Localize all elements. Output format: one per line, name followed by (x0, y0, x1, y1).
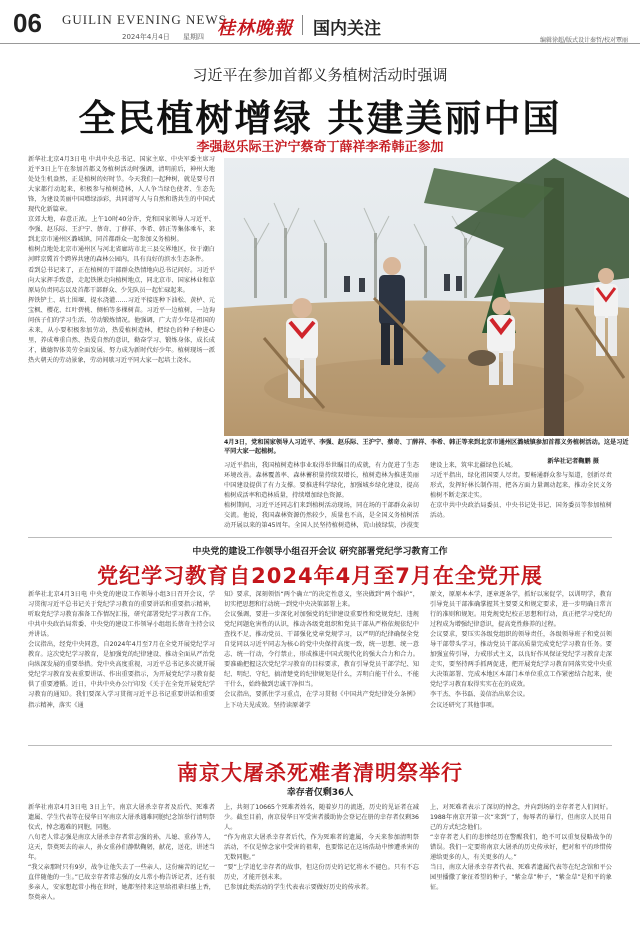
section-divider-1 (28, 537, 612, 538)
story1-kicker: 习近平在参加首都义务植树活动时强调 (192, 66, 448, 84)
editor-credits: 编辑徐超/版式设计秦哲/校对覃丽 (539, 37, 628, 44)
story3-column-3: 上，对死难者表示了深切的悼念，并向到场的幸存者老人们问好。1988年南京开第一次“来到”了，侮辱者的暴行，但南京人民用自己的方式纪念他们。 “幸存者老人们的悲惨经历在警醒我们，绝不可以重复侵略战争的错误。我们一定要将南京大屠杀的历史传承好，把对和平的珍惜传递给更多的人，有关更多的人。” 当日，南京大屠杀幸存者代表、死难者遗属代表等在纪念馆和平公园里播撒了象征希望的种子，“紫金草”种子，“紫金草”是和平的象征。 (430, 804, 612, 892)
story1-subhead: 李强赵乐际王沪宁蔡奇丁薛祥李希韩正参加 (196, 140, 444, 155)
story2-kicker: 中央党的建设工作领导小组召开会议 研究部署党纪学习教育工作 (192, 547, 448, 557)
story1-column-1: 新华社北京4月3日电 中共中央总书记、国家主席、中央军委主席习近平3日上午在参加首都义务植树活动时强调，清明前后，神州大地处处生机盎然，正是植树的好时节。今天我们一起种树，就是要号召大家都行动起来，积极参与植树造林，人人争当绿色使者、生态先锋，为建设美丽中国增绿添彩，共同谱写人与自然和谐共生的中国式现代化新篇章。 京郊大地，春意正浓。上午10时40分许，党和国家领导人习近平、李强、赵乐际、王沪宁、蔡奇、丁薛祥、李希、韩正等集体乘车，来到北京市通州区潞城镇，同首都群众一起参加义务植树。 植树点地处北京市通州区与河北省廊坊市北三县交界地区，位于潮白河畔京冀首个跨界共建的森林公园内，具有良好的滨水生态条件。 看到总书记来了，正在植树的干部群众热情地向总书记问好。习近平向大家挥手致意，走起铁锹走向植树地点，同北京市、国家林业和草原局负责同志以及首都干部群众、少先队员一起忙碌起来。 挥铁铲土、培土围堰、提水浇灌……习近平接连种下油松、黄栌、元宝枫、樱花、红叶碧桃、侧柏等多棵树苗。习近平一边植树，一边询问孩子们的学习生活、劳动锻炼情况。他强调，广大青少年是祖国的未来，从小要积极参加劳动，热爱植树造林，把绿色的种子种进心里，养成尊重自然、热爱自然的意识，勤奋学习、锻炼身体，成长成才，做德智体美劳全面发展、努力成为新时代好少年。植树现场一派热火朝天的劳动景象，劳动间歇习近平同大家一起培土浇水。 (28, 156, 215, 364)
story1-headline: 全民植树增绿 共建美丽中国 (78, 97, 562, 140)
story2-column-1: 新华社北京4月3日电 中央党的建设工作领导小组3日召开会议，学习贯彻习近平总书记关于党纪学习教育的重要讲话和重要指示精神，听取党纪学习教育准备工作情况汇报，研究部署党纪学习教育工作。中共中央政治局常委、中央党的建设工作领导小组组长蔡奇主持会议并讲话。 会议指出，经党中央同意，自2024年4月至7月在全党开展党纪学习教育。这次党纪学习教育，是加强党的纪律建设、推动全面从严治党向纵深发展的重要举措。党中央高度重视，习近平总书记多次就开展党纪学习教育发表重要讲话、作出重要指示，为开展党纪学习教育提供了重要遵循。近日，中共中央办公厅印发《关于在全党开展党纪学习教育的通知》。我们要深入学习贯彻习近平总书记重要讲话和重要指示精神，落实《通 (28, 591, 215, 709)
photo-illustration (224, 158, 629, 436)
section-title: 国内关注 (313, 19, 381, 39)
header-divider (302, 15, 303, 35)
story3-column-2: 上，共刻了10665个死难者姓名，随着岁月的流逝，历史的见证者在减少。截至目前，南京侵华日军受害者援助协会登记在册的幸存者仅剩36人。 “作为南京大屠杀幸存者后代，作为死难者的遗属，今天来参加清明祭活动，不仅是悼念家中受害的祖辈，也要铭记在这场浩劫中惨遭杀害的无数同胞。” “要”上学追忆幸存者的故事，但这份历史的记忆将永不褪色。只有不忘历史，才能开创未来。 已参加此类活动的学生代表表示要做好历史的传承者。 (224, 804, 419, 892)
issue-weekday: 星期四 (183, 33, 204, 41)
caption-text: 4月3日，党和国家领导人习近平、李强、赵乐际、王沪宁、蔡奇、丁薛祥、李希、韩正等来到北京市通州区潞城镇参加首都义务植树活动。这是习近平同大家一起植树。 (224, 439, 629, 456)
story3-headline: 南京大屠杀死难者清明祭举行 (177, 761, 463, 785)
tree-planting-photo (224, 158, 629, 436)
story2-column-2: 知》要求，深刻领悟“两个确立”的决定性意义，坚决做到“两个维护”，切实把思想和行动统一到党中央决策部署上来。 会议强调，要进一步深化对加强党的纪律建设重要性和党规党纪、违规党纪问题危害性的认识，推动各级党组织和党员干部从严格依规依纪中查找不足，推动党员、干部强化党章党规学习，以严明的纪律确保全党自觉同以习近平同志为核心的党中央保持高度一致，统一思想、统一意志、统一行动，令行禁止，形成推进中国式现代化的强大合力和合力。要准确把握这次党纪学习教育的目标要求，教育引导党员干部学纪、知纪、明纪、守纪，搞清楚党的纪律规矩是什么，弄明白能干什么、不能干什么，始终做到忠诚干净担当。 会议指出，要抓住学习重点，在学习贯彻《中国共产党纪律处分条例》上下功夫见成效。坚持读原著学 (224, 591, 419, 709)
paper-name-english: GUILIN EVENING NEWS (62, 12, 227, 27)
photo-credit: 新华社记者鞠鹏 摄 (547, 457, 599, 465)
story2-headline: 党纪学习教育自2024年4月至7月在全党开展 (97, 564, 543, 588)
newspaper-logo: 桂林晚報 (217, 18, 293, 39)
story1-column-3: 建设上来，筑牢北疆绿色长城。 习近平指出，绿化祖国要人尽责。要畅通群众参与渠道，创新尽责形式，发挥好林长制作用，把各方面力量调动起来，推动全民义务植树不断走深走实。 在京中共中央政治局委员、中央书记处书记、国务委员等参加植树活动。 (430, 462, 612, 520)
page-number: 06 (13, 8, 42, 38)
story3-byline: 幸存者仅剩36人 (286, 788, 354, 798)
story3-column-1: 新华社南京4月3日电 3日上午，南京大屠杀幸存者及后代、死难者遗属、学生代表等在侵华日军南京大屠杀遇难同胞纪念馆举行清明祭仪式，悼念遇难的同胞，同胞。 八旬老人常志强是南京大屠杀幸存者常志强的孙，儿媳、重孙等人，这天，祭奠死去的亲人，孙女重孙们静默鞠躬，献花，送花，讲述当年。 “我父亲那时只有9岁，战争让他失去了一些亲人，这份痛苦的记忆一直伴随他的一生。”已故幸存者常志强的女儿常小梅告诉记者，还有很多亲人，安家想起常小梅在世时，她都坚持来这里给祖辈扫墓上香，祭奠亲人。 (28, 804, 215, 902)
issue-date: 2024年4月4日 (122, 33, 170, 41)
section-divider-2 (28, 745, 612, 746)
story1-column-2: 习近平指出，我国植树造林事业取得举世瞩目的成就，有力促进了生态环境改善。森林覆盖率、森林蓄积量持续双增长，植树造林为推进美丽中国建设提供了有力支撑。要推进科学绿化，加强城乡绿化建设，提高植树成活率和造林质量，持续增加绿色资源。 植树期间，习近平还同志们来到植树活动现场，同在场的干部群众亲切交流。他说，我国森林资源仍然较少，质量也不高，是全国义务植树活动开展以来的第45周年。全国人民坚持植树造林，荒山披绿装，沙漠变 (224, 462, 419, 530)
page-header (0, 0, 640, 44)
story2-column-3: 原文，原原本本学，逐章逐条学，抓好以案促学，以训明学，教育引导党员干部准确掌握其主要要义和规定要求，进一步明确日常言行的准则和规矩。用党规党纪校正思想和行动，真正把学习党纪的过程成为增强纪律意识，提高党性修养的过程。 会议要求，要压实各级党组织的领导责任，各级领导班子和党员领导干部带头学习，推动党员干部高质量完成党纪学习教育任务。要加强宣传引导，力戒形式主义，以良好作风保证党纪学习教育走深走实，要坚持两手抓两促进，把开展党纪学习教育同落实党中央重大决策部署、完成本地区本部门本单位重点工作紧密结合起来，使党纪学习教育取得实实在在的成效。 李干杰、李书磊、姜信治出席会议。 会议还研究了其他事项。 (430, 591, 612, 709)
